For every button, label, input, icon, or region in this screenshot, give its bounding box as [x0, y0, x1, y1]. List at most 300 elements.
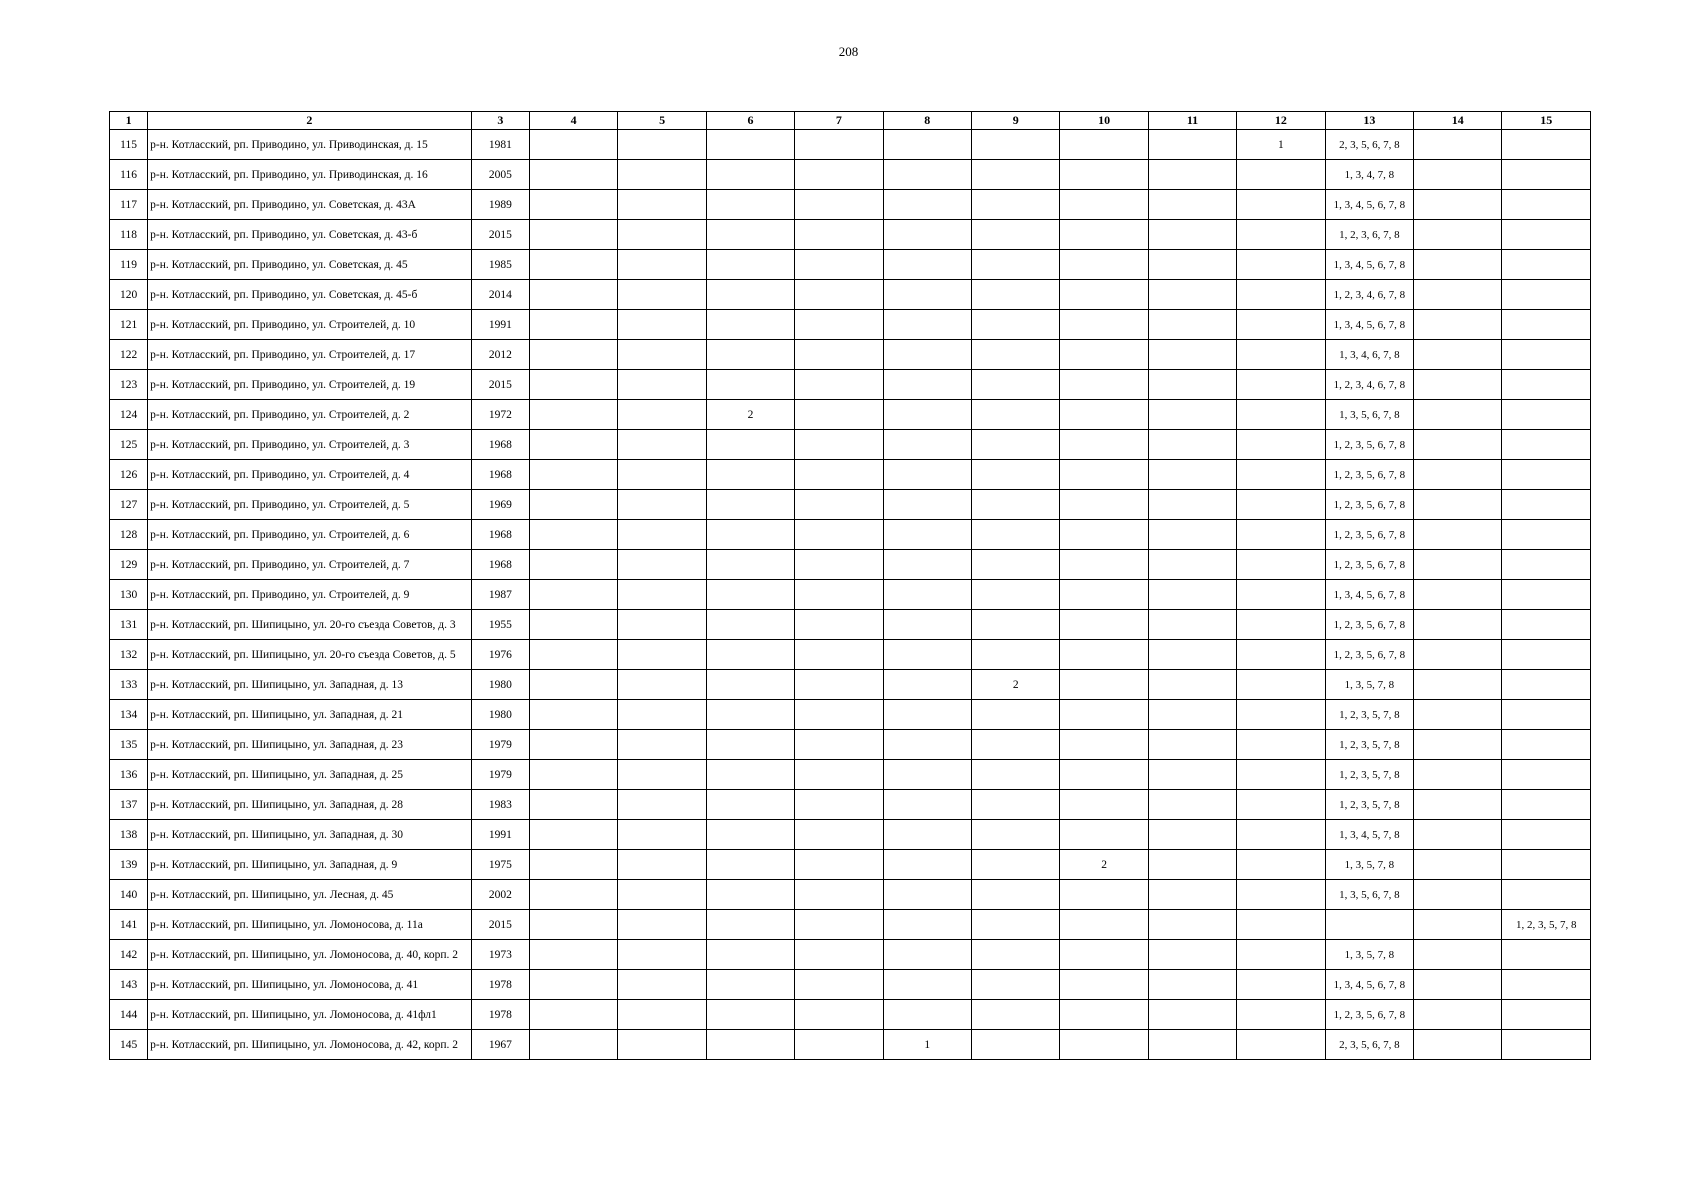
table-cell-col-11 [1148, 880, 1236, 910]
table-cell-col-3: 1985 [471, 250, 529, 280]
table-cell-col-10 [1060, 370, 1148, 400]
table-cell-col-7 [795, 670, 883, 700]
table-cell-col-7 [795, 220, 883, 250]
table-cell-col-12 [1237, 880, 1325, 910]
table-cell-col-3: 2015 [471, 370, 529, 400]
table-cell-col-15 [1502, 610, 1591, 640]
table-cell-col-12 [1237, 610, 1325, 640]
table-cell-col-10 [1060, 220, 1148, 250]
table-cell-col-12 [1237, 940, 1325, 970]
table-row [110, 220, 1591, 250]
table-cell-col-15 [1502, 940, 1591, 970]
table-cell-col-14 [1414, 580, 1502, 610]
table-cell-col-13: 1, 2, 3, 5, 6, 7, 8 [1325, 460, 1413, 490]
table-cell-col-7 [795, 970, 883, 1000]
table-cell-col-13: 1, 3, 4, 6, 7, 8 [1325, 340, 1413, 370]
table-row [110, 190, 1591, 220]
table-cell-col-8 [883, 220, 971, 250]
table-cell-col-12 [1237, 820, 1325, 850]
table-cell-col-6 [706, 130, 794, 160]
table-cell-col-10 [1060, 610, 1148, 640]
table-cell-col-6 [706, 880, 794, 910]
table-cell-col-6 [706, 640, 794, 670]
table-row [110, 790, 1591, 820]
table-cell-col-5 [618, 940, 706, 970]
table-cell-col-14 [1414, 400, 1502, 430]
table-cell-col-11 [1148, 460, 1236, 490]
table-cell-col-10 [1060, 910, 1148, 940]
table-cell-col-15 [1502, 970, 1591, 1000]
table-cell-col-2: р-н. Котласский, рп. Приводино, ул. Советская, д. 45 [148, 250, 472, 280]
table-row [110, 370, 1591, 400]
table-cell-col-2: р-н. Котласский, рп. Приводино, ул. Строителей, д. 7 [148, 550, 472, 580]
table-cell-col-10 [1060, 520, 1148, 550]
table-cell-col-11 [1148, 220, 1236, 250]
table-cell-col-6 [706, 550, 794, 580]
table-cell-col-7 [795, 850, 883, 880]
table-cell-col-10 [1060, 730, 1148, 760]
table-cell-col-6 [706, 700, 794, 730]
table-row [110, 310, 1591, 340]
table-cell-col-13: 1, 3, 4, 5, 6, 7, 8 [1325, 310, 1413, 340]
table-cell-col-9 [971, 880, 1059, 910]
table-cell-col-8 [883, 280, 971, 310]
table-cell-col-3: 1968 [471, 520, 529, 550]
table-cell-col-3: 1978 [471, 970, 529, 1000]
table-cell-col-1: 131 [110, 610, 148, 640]
table-cell-col-6 [706, 910, 794, 940]
table-cell-col-14 [1414, 940, 1502, 970]
table-row [110, 880, 1591, 910]
table-cell-col-9 [971, 580, 1059, 610]
table-cell-col-6 [706, 490, 794, 520]
table-cell-col-3: 1991 [471, 820, 529, 850]
table-cell-col-12 [1237, 1000, 1325, 1030]
table-cell-col-9 [971, 940, 1059, 970]
table-cell-col-5 [618, 670, 706, 700]
table-cell-col-6 [706, 970, 794, 1000]
column-header-3: 3 [471, 112, 529, 130]
table-cell-col-9 [971, 130, 1059, 160]
table-cell-col-10: 2 [1060, 850, 1148, 880]
table-row [110, 640, 1591, 670]
table-cell-col-8 [883, 610, 971, 640]
table-cell-col-12 [1237, 460, 1325, 490]
table-cell-col-8 [883, 310, 971, 340]
table-cell-col-6 [706, 850, 794, 880]
table-cell-col-3: 1972 [471, 400, 529, 430]
table-cell-col-4 [529, 1030, 617, 1060]
table-cell-col-3: 2015 [471, 220, 529, 250]
table-cell-col-4 [529, 820, 617, 850]
table-cell-col-6 [706, 1030, 794, 1060]
table-cell-col-8 [883, 910, 971, 940]
table-cell-col-8 [883, 580, 971, 610]
table-cell-col-11 [1148, 820, 1236, 850]
table-cell-col-12 [1237, 760, 1325, 790]
table-cell-col-10 [1060, 580, 1148, 610]
table-cell-col-7 [795, 760, 883, 790]
table-cell-col-7 [795, 310, 883, 340]
table-cell-col-14 [1414, 670, 1502, 700]
table-cell-col-5 [618, 610, 706, 640]
table-cell-col-15 [1502, 310, 1591, 340]
table-cell-col-10 [1060, 280, 1148, 310]
table-cell-col-14 [1414, 130, 1502, 160]
table-cell-col-14 [1414, 160, 1502, 190]
table-cell-col-10 [1060, 760, 1148, 790]
table-cell-col-7 [795, 130, 883, 160]
table-cell-col-1: 118 [110, 220, 148, 250]
table-cell-col-12 [1237, 970, 1325, 1000]
table-cell-col-8 [883, 880, 971, 910]
table-cell-col-7 [795, 460, 883, 490]
table-cell-col-4 [529, 550, 617, 580]
table-cell-col-4 [529, 940, 617, 970]
table-cell-col-13: 1, 2, 3, 5, 6, 7, 8 [1325, 1000, 1413, 1030]
table-cell-col-9 [971, 220, 1059, 250]
table-row [110, 970, 1591, 1000]
table-cell-col-13: 1, 2, 3, 5, 6, 7, 8 [1325, 610, 1413, 640]
table-row [110, 910, 1591, 940]
table-cell-col-12 [1237, 250, 1325, 280]
table-cell-col-14 [1414, 820, 1502, 850]
table-cell-col-8 [883, 700, 971, 730]
table-cell-col-2: р-н. Котласский, рп. Приводино, ул. Строителей, д. 4 [148, 460, 472, 490]
table-cell-col-13: 1, 3, 5, 7, 8 [1325, 940, 1413, 970]
table-cell-col-13: 1, 3, 4, 5, 6, 7, 8 [1325, 190, 1413, 220]
table-cell-col-2: р-н. Котласский, рп. Приводино, ул. Строителей, д. 17 [148, 340, 472, 370]
table-cell-col-2: р-н. Котласский, рп. Приводино, ул. Советская, д. 43-б [148, 220, 472, 250]
table-row [110, 760, 1591, 790]
table-cell-col-8 [883, 520, 971, 550]
table-cell-col-6 [706, 790, 794, 820]
table-cell-col-9 [971, 640, 1059, 670]
table-cell-col-10 [1060, 970, 1148, 1000]
table-cell-col-4 [529, 400, 617, 430]
table-cell-col-8 [883, 850, 971, 880]
table-cell-col-12 [1237, 790, 1325, 820]
table-cell-col-13: 1, 2, 3, 5, 6, 7, 8 [1325, 430, 1413, 460]
table-cell-col-4 [529, 760, 617, 790]
table-cell-col-1: 137 [110, 790, 148, 820]
table-cell-col-7 [795, 940, 883, 970]
table-cell-col-15 [1502, 880, 1591, 910]
table-cell-col-15 [1502, 250, 1591, 280]
table-cell-col-9 [971, 760, 1059, 790]
table-cell-col-1: 127 [110, 490, 148, 520]
table-cell-col-3: 1983 [471, 790, 529, 820]
table-cell-col-13: 1, 2, 3, 5, 6, 7, 8 [1325, 520, 1413, 550]
table-cell-col-7 [795, 640, 883, 670]
column-header-2: 2 [148, 112, 472, 130]
column-header-7: 7 [795, 112, 883, 130]
table-cell-col-9 [971, 1030, 1059, 1060]
table-cell-col-5 [618, 730, 706, 760]
table-cell-col-1: 128 [110, 520, 148, 550]
table-cell-col-7 [795, 580, 883, 610]
table-cell-col-8 [883, 370, 971, 400]
table-cell-col-11 [1148, 730, 1236, 760]
table-cell-col-6 [706, 730, 794, 760]
table-cell-col-10 [1060, 1030, 1148, 1060]
table-cell-col-13: 1, 2, 3, 5, 6, 7, 8 [1325, 490, 1413, 520]
table-cell-col-9 [971, 250, 1059, 280]
table-cell-col-5 [618, 1000, 706, 1030]
table-cell-col-4 [529, 370, 617, 400]
table-cell-col-2: р-н. Котласский, рп. Шипицыно, ул. 20-го съезда Советов, д. 3 [148, 610, 472, 640]
table-cell-col-11 [1148, 970, 1236, 1000]
table-cell-col-3: 1987 [471, 580, 529, 610]
table-row [110, 460, 1591, 490]
table-cell-col-10 [1060, 700, 1148, 730]
table-cell-col-13: 1, 3, 5, 6, 7, 8 [1325, 880, 1413, 910]
table-cell-col-5 [618, 820, 706, 850]
table-cell-col-15 [1502, 700, 1591, 730]
table-cell-col-8 [883, 790, 971, 820]
table-cell-col-11 [1148, 190, 1236, 220]
table-cell-col-6 [706, 310, 794, 340]
table-cell-col-2: р-н. Котласский, рп. Шипицыно, ул. Западная, д. 30 [148, 820, 472, 850]
table-cell-col-1: 124 [110, 400, 148, 430]
table-cell-col-7 [795, 490, 883, 520]
table-cell-col-7 [795, 1030, 883, 1060]
table-cell-col-9 [971, 820, 1059, 850]
table-cell-col-3: 1980 [471, 670, 529, 700]
table-cell-col-10 [1060, 490, 1148, 520]
column-header-6: 6 [706, 112, 794, 130]
table-cell-col-11 [1148, 550, 1236, 580]
table-cell-col-6 [706, 670, 794, 700]
table-cell-col-1: 136 [110, 760, 148, 790]
table-cell-col-2: р-н. Котласский, рп. Шипицыно, ул. Ломоносова, д. 41фл1 [148, 1000, 472, 1030]
table-cell-col-1: 142 [110, 940, 148, 970]
table-cell-col-5 [618, 760, 706, 790]
table-cell-col-1: 120 [110, 280, 148, 310]
table-cell-col-4 [529, 880, 617, 910]
table-cell-col-15 [1502, 490, 1591, 520]
table-cell-col-4 [529, 490, 617, 520]
table-cell-col-1: 126 [110, 460, 148, 490]
table-cell-col-12: 1 [1237, 130, 1325, 160]
table-cell-col-3: 1976 [471, 640, 529, 670]
table-cell-col-6: 2 [706, 400, 794, 430]
table-cell-col-11 [1148, 790, 1236, 820]
table-cell-col-4 [529, 580, 617, 610]
table-cell-col-9 [971, 700, 1059, 730]
table-cell-col-1: 143 [110, 970, 148, 1000]
table-cell-col-2: р-н. Котласский, рп. Шипицыно, ул. Западная, д. 9 [148, 850, 472, 880]
table-cell-col-12 [1237, 850, 1325, 880]
table-cell-col-6 [706, 820, 794, 850]
table-cell-col-12 [1237, 370, 1325, 400]
table-cell-col-2: р-н. Котласский, рп. Приводино, ул. Советская, д. 43А [148, 190, 472, 220]
column-header-10: 10 [1060, 112, 1148, 130]
table-cell-col-13: 1, 3, 4, 5, 6, 7, 8 [1325, 580, 1413, 610]
table-cell-col-10 [1060, 250, 1148, 280]
table-cell-col-1: 135 [110, 730, 148, 760]
table-cell-col-13: 1, 3, 4, 5, 6, 7, 8 [1325, 970, 1413, 1000]
column-header-11: 11 [1148, 112, 1236, 130]
table-cell-col-1: 119 [110, 250, 148, 280]
table-cell-col-8 [883, 670, 971, 700]
table-cell-col-8 [883, 730, 971, 760]
table-cell-col-3: 1980 [471, 700, 529, 730]
table-cell-col-3: 1968 [471, 460, 529, 490]
table-cell-col-1: 117 [110, 190, 148, 220]
table-cell-col-14 [1414, 460, 1502, 490]
table-cell-col-12 [1237, 640, 1325, 670]
table-row [110, 340, 1591, 370]
table-cell-col-8 [883, 820, 971, 850]
table-cell-col-2: р-н. Котласский, рп. Шипицыно, ул. Ломоносова, д. 11а [148, 910, 472, 940]
table-cell-col-8 [883, 250, 971, 280]
table-cell-col-10 [1060, 1000, 1148, 1030]
table-cell-col-14 [1414, 760, 1502, 790]
table-cell-col-14 [1414, 730, 1502, 760]
table-cell-col-11 [1148, 340, 1236, 370]
table-cell-col-8 [883, 160, 971, 190]
table-cell-col-15 [1502, 460, 1591, 490]
housing-register-table [109, 111, 1591, 1060]
table-cell-col-15 [1502, 160, 1591, 190]
table-cell-col-8 [883, 190, 971, 220]
table-cell-col-5 [618, 130, 706, 160]
table-cell-col-9 [971, 190, 1059, 220]
table-cell-col-12 [1237, 1030, 1325, 1060]
table-row [110, 250, 1591, 280]
table-cell-col-6 [706, 190, 794, 220]
table-cell-col-15 [1502, 370, 1591, 400]
column-header-9: 9 [971, 112, 1059, 130]
table-cell-col-14 [1414, 640, 1502, 670]
table-cell-col-2: р-н. Котласский, рп. Шипицыно, ул. Лесная, д. 45 [148, 880, 472, 910]
table-cell-col-15 [1502, 850, 1591, 880]
table-cell-col-13: 1, 2, 3, 5, 7, 8 [1325, 700, 1413, 730]
table-cell-col-12 [1237, 160, 1325, 190]
table-cell-col-6 [706, 460, 794, 490]
table-cell-col-6 [706, 250, 794, 280]
table-row [110, 490, 1591, 520]
table-cell-col-4 [529, 1000, 617, 1030]
column-header-14: 14 [1414, 112, 1502, 130]
table-cell-col-13: 1, 3, 5, 7, 8 [1325, 670, 1413, 700]
table-cell-col-9 [971, 730, 1059, 760]
table-cell-col-8 [883, 970, 971, 1000]
table-cell-col-3: 2014 [471, 280, 529, 310]
table-cell-col-9 [971, 550, 1059, 580]
table-cell-col-4 [529, 130, 617, 160]
table-cell-col-12 [1237, 280, 1325, 310]
table-cell-col-1: 145 [110, 1030, 148, 1060]
table-cell-col-2: р-н. Котласский, рп. Приводино, ул. Строителей, д. 19 [148, 370, 472, 400]
table-cell-col-15 [1502, 670, 1591, 700]
table-cell-col-10 [1060, 310, 1148, 340]
table-cell-col-4 [529, 730, 617, 760]
table-cell-col-5 [618, 460, 706, 490]
table-cell-col-7 [795, 160, 883, 190]
table-cell-col-14 [1414, 310, 1502, 340]
table-cell-col-14 [1414, 250, 1502, 280]
table-cell-col-6 [706, 340, 794, 370]
table-cell-col-3: 2002 [471, 880, 529, 910]
table-cell-col-5 [618, 550, 706, 580]
table-cell-col-15 [1502, 550, 1591, 580]
table-cell-col-4 [529, 220, 617, 250]
table-cell-col-5 [618, 580, 706, 610]
table-cell-col-1: 140 [110, 880, 148, 910]
table-cell-col-7 [795, 340, 883, 370]
table-row [110, 580, 1591, 610]
table-cell-col-15 [1502, 640, 1591, 670]
table-cell-col-8: 1 [883, 1030, 971, 1060]
table-cell-col-6 [706, 580, 794, 610]
table-cell-col-4 [529, 700, 617, 730]
table-row [110, 730, 1591, 760]
table-cell-col-7 [795, 910, 883, 940]
table-cell-col-9 [971, 790, 1059, 820]
table-cell-col-9 [971, 460, 1059, 490]
table-cell-col-14 [1414, 910, 1502, 940]
table-cell-col-7 [795, 520, 883, 550]
table-cell-col-13: 1, 2, 3, 5, 6, 7, 8 [1325, 550, 1413, 580]
column-header-13: 13 [1325, 112, 1413, 130]
table-cell-col-3: 1975 [471, 850, 529, 880]
table-cell-col-7 [795, 400, 883, 430]
table-cell-col-1: 125 [110, 430, 148, 460]
table-cell-col-2: р-н. Котласский, рп. Шипицыно, ул. Западная, д. 13 [148, 670, 472, 700]
table-cell-col-4 [529, 910, 617, 940]
table-cell-col-5 [618, 700, 706, 730]
table-cell-col-12 [1237, 340, 1325, 370]
table-cell-col-3: 2005 [471, 160, 529, 190]
table-cell-col-10 [1060, 550, 1148, 580]
table-cell-col-11 [1148, 610, 1236, 640]
table-cell-col-2: р-н. Котласский, рп. Шипицыно, ул. Западная, д. 28 [148, 790, 472, 820]
table-cell-col-5 [618, 910, 706, 940]
table-cell-col-14 [1414, 700, 1502, 730]
table-cell-col-2: р-н. Котласский, рп. Шипицыно, ул. Ломоносова, д. 40, корп. 2 [148, 940, 472, 970]
table-cell-col-14 [1414, 340, 1502, 370]
table-cell-col-12 [1237, 220, 1325, 250]
table-cell-col-5 [618, 880, 706, 910]
table-cell-col-8 [883, 940, 971, 970]
table-cell-col-7 [795, 820, 883, 850]
table-cell-col-13: 2, 3, 5, 6, 7, 8 [1325, 1030, 1413, 1060]
table-cell-col-9 [971, 490, 1059, 520]
table-cell-col-10 [1060, 460, 1148, 490]
table-cell-col-13: 1, 2, 3, 5, 7, 8 [1325, 760, 1413, 790]
table-cell-col-8 [883, 400, 971, 430]
table-cell-col-5 [618, 160, 706, 190]
table-cell-col-7 [795, 190, 883, 220]
table-cell-col-8 [883, 550, 971, 580]
table-cell-col-9 [971, 1000, 1059, 1030]
table-cell-col-14 [1414, 520, 1502, 550]
table-cell-col-11 [1148, 670, 1236, 700]
table-cell-col-13: 1, 2, 3, 4, 6, 7, 8 [1325, 280, 1413, 310]
table-cell-col-14 [1414, 550, 1502, 580]
table-cell-col-3: 1967 [471, 1030, 529, 1060]
table-cell-col-15 [1502, 820, 1591, 850]
table-row [110, 280, 1591, 310]
table-cell-col-15 [1502, 730, 1591, 760]
table-row [110, 520, 1591, 550]
table-cell-col-2: р-н. Котласский, рп. Приводино, ул. Строителей, д. 3 [148, 430, 472, 460]
table-cell-col-3: 1979 [471, 730, 529, 760]
table-cell-col-5 [618, 400, 706, 430]
table-cell-col-7 [795, 610, 883, 640]
